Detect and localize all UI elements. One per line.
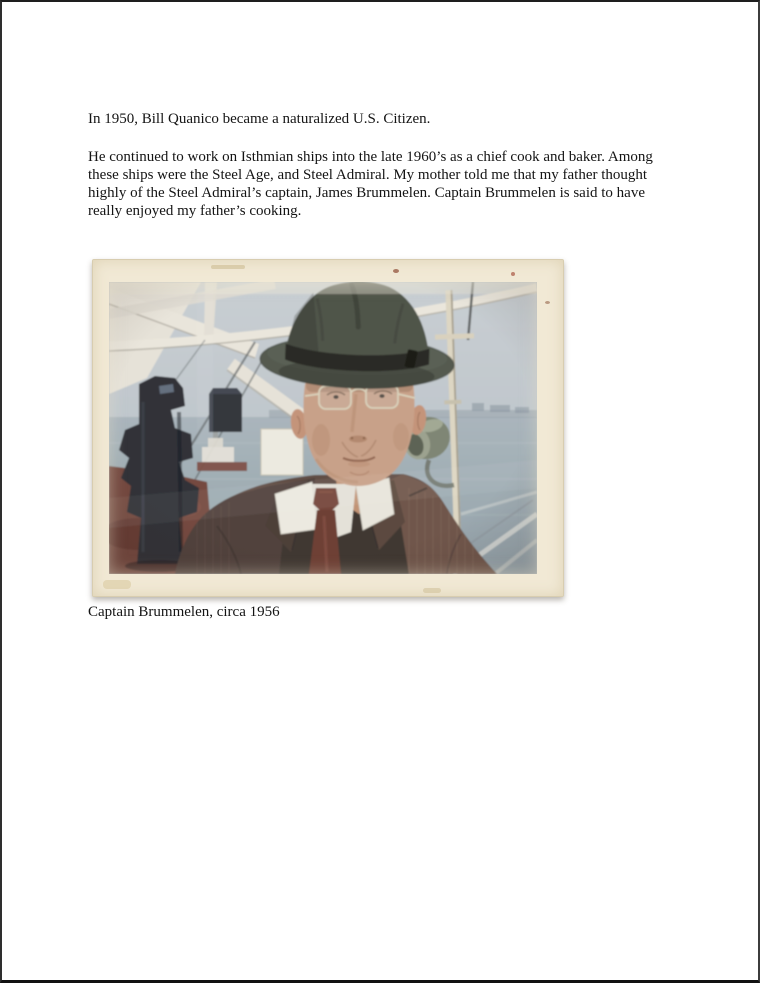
text-line: highly of the Steel Admiral’s captain, James Brummelen. Captain Brummelen is said to have: [88, 185, 645, 201]
age-spot: [545, 301, 550, 304]
photo-scene: [109, 282, 537, 574]
age-spot: [103, 580, 131, 589]
paragraph-citizenship: In 1950, Bill Quanico became a naturalized U.S. Citizen.: [88, 111, 431, 127]
vignette: [109, 282, 537, 574]
age-spot: [211, 265, 245, 269]
paragraph-ships: [88, 148, 678, 220]
text-line: He continued to work on Isthmian ships into the late 1960’s as a chief cook and baker. Among: [88, 149, 653, 165]
text-line: really enjoyed my father’s cooking.: [88, 203, 302, 219]
age-spot: [423, 588, 441, 593]
photo-caption: Captain Brummelen, circa 1956: [88, 604, 280, 620]
age-spot: [511, 272, 515, 276]
age-spot: [393, 269, 399, 273]
captain-photo: [109, 282, 537, 574]
photo-print: [92, 259, 564, 597]
text-line: these ships were the Steel Age, and Steel Admiral. My mother told me that my father thought: [88, 167, 648, 183]
